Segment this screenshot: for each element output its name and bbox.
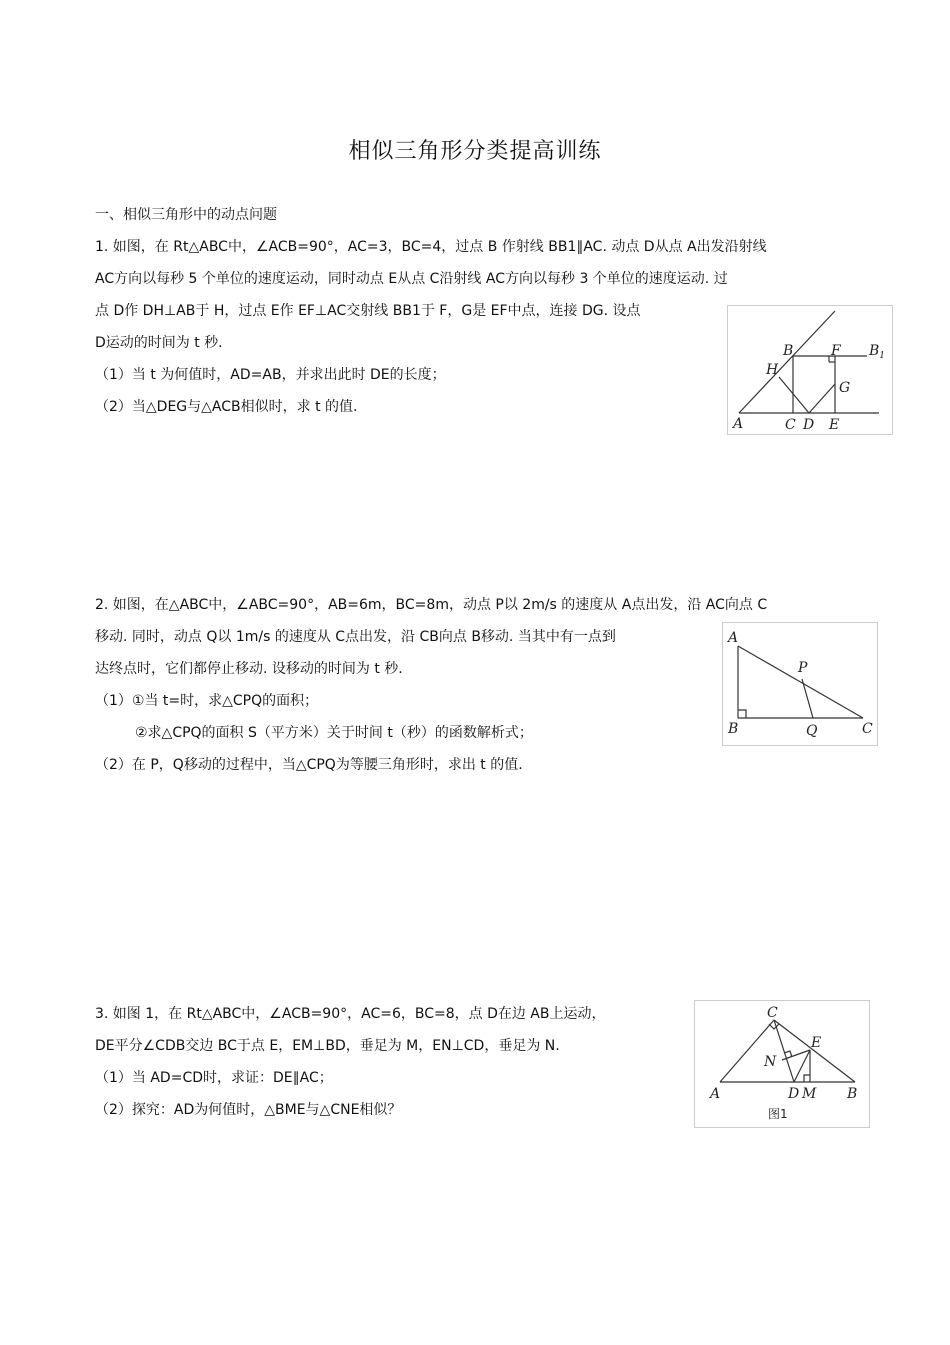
- problem-3-line: DE平分∠CDB交边 BC于点 E，EM⊥BD，垂足为 M，EN⊥CD，垂足为 N.: [95, 1038, 560, 1054]
- fig1-label-c: C: [785, 417, 796, 433]
- problem-1-figure: [727, 305, 893, 435]
- problem-1-question-1: （1）当 t 为何值时，AD=AB，并求出此时 DE的长度；: [95, 367, 446, 383]
- fig2-label-a: A: [728, 630, 739, 646]
- page-title: 相似三角形分类提高训练: [348, 139, 602, 164]
- fig1-label-d: D: [803, 417, 815, 433]
- problem-3-question-2: （2）探究：AD为何值时，△BME与△CNE相似？: [95, 1102, 402, 1118]
- section-heading: 一、相似三角形中的动点问题: [95, 207, 277, 223]
- problem-2-line: 移动. 同时，动点 Q以 1m/s 的速度从 C点出发，沿 CB向点 B移动. 当其中有一点到: [95, 629, 616, 645]
- fig1-label-g: G: [839, 380, 851, 396]
- fig3-label-c: C: [767, 1005, 778, 1021]
- fig1-label-a: A: [733, 416, 744, 432]
- problem-3-question-1: （1）当 AD=CD时，求证：DE∥AC；: [95, 1070, 333, 1086]
- fig2-label-p: P: [798, 660, 808, 676]
- fig3-label-a: A: [710, 1086, 721, 1102]
- problem-1-question-2: （2）当△DEG与△ACB相似时，求 t 的值.: [95, 399, 358, 415]
- fig1-label-b1: $B_1$: [869, 343, 886, 361]
- fig3-label-m: M: [802, 1086, 817, 1102]
- problem-2-question-2: （2）在 P，Q移动的过程中，当△CPQ为等腰三角形时，求出 t 的值.: [95, 757, 523, 773]
- problem-2-line: 达终点时，它们都停止移动. 设移动的时间为 t 秒.: [95, 661, 403, 677]
- problem-2-question-1b: ②求△CPQ的面积 S（平方米）关于时间 t（秒）的函数解析式；: [135, 725, 533, 741]
- problem-1-line: D运动的时间为 t 秒.: [95, 335, 223, 351]
- fig3-label-e: E: [811, 1035, 822, 1051]
- fig1-label-e: E: [829, 417, 840, 433]
- problem-2-line: 2. 如图，在△ABC中，∠ABC=90°，AB=6m，BC=8m，动点 P以 2m/s 的速度从 A点出发，沿 AC向点 C: [95, 597, 768, 613]
- fig2-label-q: Q: [806, 723, 818, 739]
- fig2-label-c: C: [862, 721, 873, 737]
- problem-1-line: AC方向以每秒 5 个单位的速度运动，同时动点 E从点 C沿射线 AC方向以每秒 3 个单位的速度运动. 过: [95, 271, 728, 287]
- problem-2-question-1a: （1）①当 t=时，求△CPQ的面积；: [95, 693, 319, 709]
- problem-3-line: 3. 如图 1，在 Rt△ABC中，∠ACB=90°，AC=6，BC=8，点 D在边 AB上运动，: [95, 1006, 606, 1022]
- fig3-label-b: B: [847, 1086, 858, 1102]
- fig1-label-b: B: [783, 343, 794, 359]
- fig1-label-f: F: [831, 343, 841, 359]
- problem-3-figure: [694, 1000, 870, 1128]
- fig3-label-n: N: [764, 1054, 777, 1070]
- fig3-label-d: D: [788, 1086, 800, 1102]
- fig1-label-h: H: [766, 362, 779, 378]
- problem-2-figure: [722, 622, 878, 746]
- problem-1-line: 点 D作 DH⊥AB于 H，过点 E作 EF⊥AC交射线 BB1于 F，G是 EF中点，连接 DG. 设点: [95, 303, 641, 319]
- fig2-label-b: B: [728, 721, 739, 737]
- fig3-caption: 图1: [768, 1107, 788, 1121]
- problem-1-line: 1. 如图，在 Rt△ABC中，∠ACB=90°，AC=3，BC=4，过点 B 作射线 BB1∥AC. 动点 D从点 A出发沿射线: [95, 239, 767, 255]
